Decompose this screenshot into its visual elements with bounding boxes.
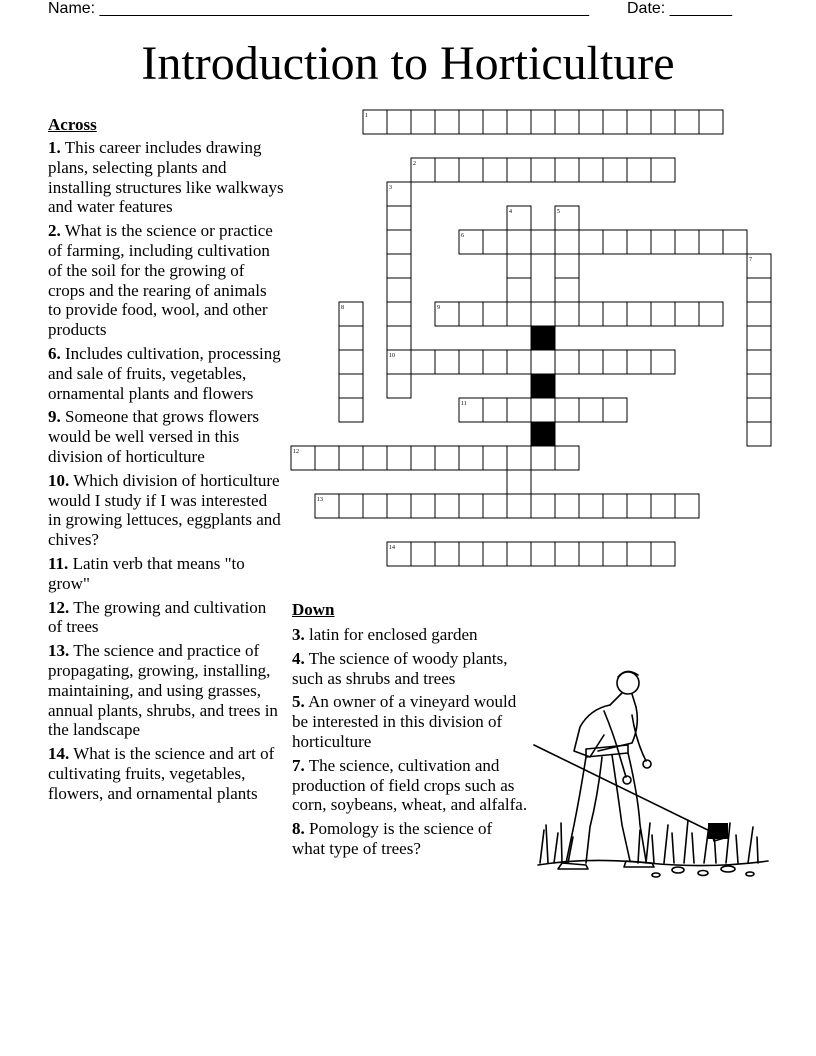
date-field-label: Date: _______	[627, 0, 732, 17]
clue-number: 12.	[48, 597, 70, 617]
crossword-cell[interactable]	[531, 302, 555, 326]
crossword-cell[interactable]	[555, 254, 579, 278]
crossword-cell[interactable]	[411, 350, 435, 374]
crossword-cell[interactable]	[555, 230, 579, 254]
cell-number: 8	[341, 305, 344, 311]
crossword-cell[interactable]	[603, 110, 627, 134]
crossword-cell[interactable]	[387, 374, 411, 398]
down-clue	[292, 756, 528, 815]
clue-number: 7.	[292, 755, 305, 775]
crossword-cell[interactable]	[363, 494, 387, 518]
crossword-cell[interactable]	[579, 542, 603, 566]
crossword-cell[interactable]	[579, 398, 603, 422]
crossword-cell[interactable]	[723, 230, 747, 254]
clue-text: The growing and cultivation of trees	[48, 597, 267, 637]
clue-text: An owner of a vineyard would be interested in this division of horticulture	[292, 692, 517, 751]
cell-number: 14	[389, 545, 395, 551]
across-clue	[48, 344, 284, 403]
crossword-cell[interactable]	[507, 350, 531, 374]
crossword-cell[interactable]	[627, 230, 651, 254]
down-clue	[292, 819, 528, 859]
crossword-cell[interactable]	[339, 398, 363, 422]
gardener-hoeing-icon	[528, 665, 773, 885]
cell-number: 4	[509, 209, 512, 215]
crossword-cell[interactable]	[627, 350, 651, 374]
crossword-cell[interactable]	[747, 326, 771, 350]
crossword-cell[interactable]	[507, 446, 531, 470]
clue-number: 5.	[292, 692, 305, 712]
crossword-cell[interactable]	[339, 326, 363, 350]
cell-number: 5	[557, 209, 560, 215]
crossword-cell[interactable]	[459, 446, 483, 470]
crossword-cell[interactable]	[555, 302, 579, 326]
crossword-cell[interactable]	[507, 398, 531, 422]
clue-number: 11.	[48, 553, 69, 573]
crossword-cell[interactable]	[459, 110, 483, 134]
crossword-cell[interactable]	[579, 110, 603, 134]
crossword-cell[interactable]	[603, 494, 627, 518]
clue-number: 8.	[292, 819, 305, 839]
crossword-cell[interactable]	[411, 110, 435, 134]
crossword-cell[interactable]	[363, 446, 387, 470]
clue-number: 4.	[292, 648, 305, 668]
clue-text: Includes cultivation, processing and sale of fruits, vegetables, ornamental plants and flowers	[48, 343, 281, 403]
down-clue	[292, 692, 528, 751]
crossword-cell[interactable]	[627, 302, 651, 326]
name-field-label: Name: _______________________________________________________	[48, 0, 589, 17]
crossword-cell[interactable]	[459, 302, 483, 326]
crossword-cell[interactable]	[699, 230, 723, 254]
down-clue-list	[292, 625, 528, 863]
cell-number: 7	[749, 257, 752, 263]
crossword-cell[interactable]	[483, 350, 507, 374]
crossword-cell[interactable]	[411, 542, 435, 566]
across-clue	[48, 744, 284, 803]
clue-number: 9.	[48, 407, 61, 427]
across-clue	[48, 221, 284, 340]
crossword-cell[interactable]	[507, 110, 531, 134]
crossword-cell[interactable]	[531, 350, 555, 374]
clue-text: Latin verb that means "to grow"	[48, 553, 245, 593]
crossword-cell[interactable]	[651, 230, 675, 254]
crossword-cell[interactable]	[483, 542, 507, 566]
clue-text: Pomology is the science of what type of trees?	[292, 819, 493, 858]
crossword-cell[interactable]	[651, 110, 675, 134]
crossword-cell[interactable]	[387, 254, 411, 278]
clue-number: 1.	[48, 138, 61, 157]
cell-number: 6	[461, 233, 464, 239]
crossword-cell[interactable]	[747, 374, 771, 398]
crossword-cell[interactable]	[603, 350, 627, 374]
crossword-cell[interactable]	[555, 110, 579, 134]
cell-number: 1	[365, 113, 368, 119]
crossword-cell[interactable]	[387, 494, 411, 518]
clue-text: The science and practice of propagating, growing, installing, maintaining, and using grasses, annual plants, shrubs, and trees in the landscape	[48, 641, 278, 740]
crossword-cell[interactable]	[699, 302, 723, 326]
crossword-cell[interactable]	[315, 446, 339, 470]
crossword-cell[interactable]	[483, 302, 507, 326]
cell-number: 3	[389, 185, 392, 191]
crossword-cell[interactable]	[531, 542, 555, 566]
across-clue	[48, 598, 284, 638]
crossword-cell[interactable]	[531, 446, 555, 470]
blocked-cell	[531, 422, 555, 446]
crossword-cell[interactable]	[531, 158, 555, 182]
crossword-cell[interactable]	[387, 302, 411, 326]
crossword-cell[interactable]	[651, 542, 675, 566]
crossword-cell[interactable]	[675, 494, 699, 518]
crossword-cell[interactable]	[507, 494, 531, 518]
clue-text: The science, cultivation and production of field crops such as corn, soybeans, wheat, and alfalfa.	[292, 755, 528, 815]
crossword-cell[interactable]	[435, 494, 459, 518]
crossword-cell[interactable]	[459, 158, 483, 182]
crossword-cell[interactable]	[675, 302, 699, 326]
clue-number: 3.	[292, 625, 305, 644]
clue-number: 6.	[48, 343, 61, 363]
across-clue	[48, 407, 284, 466]
crossword-cell[interactable]	[747, 302, 771, 326]
crossword-cell[interactable]	[603, 230, 627, 254]
crossword-cell[interactable]	[483, 398, 507, 422]
clue-text: Which division of horticulture would I study if I was interested in growing lettuces, eggplants and chives?	[48, 470, 281, 550]
crossword-cell[interactable]	[483, 158, 507, 182]
crossword-cell[interactable]	[579, 302, 603, 326]
clue-text: This career includes drawing plans, selecting plants and installing structures like walkways and water features	[48, 138, 284, 217]
crossword-cell[interactable]	[507, 158, 531, 182]
down-clue	[292, 649, 528, 689]
crossword-cell[interactable]	[579, 350, 603, 374]
cell-number: 11	[461, 401, 467, 407]
crossword-cell[interactable]	[675, 110, 699, 134]
crossword-cell[interactable]	[459, 542, 483, 566]
crossword-cell[interactable]	[747, 398, 771, 422]
across-clue	[48, 471, 284, 550]
crossword-cell[interactable]	[339, 374, 363, 398]
clue-text: latin for enclosed garden	[309, 625, 478, 644]
crossword-cell[interactable]	[747, 422, 771, 446]
crossword-cell[interactable]	[555, 446, 579, 470]
crossword-cell[interactable]	[507, 542, 531, 566]
blocked-cell	[531, 326, 555, 350]
crossword-cell[interactable]	[675, 230, 699, 254]
crossword-cell[interactable]	[387, 230, 411, 254]
crossword-cell[interactable]	[459, 350, 483, 374]
across-clue	[48, 641, 284, 740]
crossword-cell[interactable]	[507, 254, 531, 278]
crossword-cell[interactable]	[435, 350, 459, 374]
crossword-cell[interactable]	[747, 350, 771, 374]
crossword-cell[interactable]	[339, 350, 363, 374]
clue-text: What is the science or practice of farming, including cultivation of the soil for the growing of crops and the rearing of animals to provide food, wool, and other products	[48, 221, 273, 340]
crossword-cell[interactable]	[507, 470, 531, 494]
clue-number: 10.	[48, 470, 70, 490]
crossword-cell[interactable]	[483, 110, 507, 134]
crossword-cell[interactable]	[531, 230, 555, 254]
across-clue	[48, 554, 284, 594]
crossword-cell[interactable]	[339, 494, 363, 518]
crossword-cell[interactable]	[603, 398, 627, 422]
crossword-cell[interactable]	[603, 302, 627, 326]
crossword-cell[interactable]	[651, 350, 675, 374]
crossword-cell[interactable]	[579, 494, 603, 518]
crossword-cell[interactable]	[627, 494, 651, 518]
crossword-cell[interactable]	[531, 110, 555, 134]
across-heading: Across	[48, 115, 97, 134]
down-heading: Down	[292, 600, 335, 619]
down-clue	[292, 625, 528, 645]
crossword-cell[interactable]	[555, 398, 579, 422]
crossword-cell[interactable]	[603, 158, 627, 182]
crossword-cell[interactable]	[531, 398, 555, 422]
crossword-cell[interactable]	[387, 278, 411, 302]
cell-number: 9	[437, 305, 440, 311]
crossword-cell[interactable]	[435, 446, 459, 470]
cell-number: 10	[389, 353, 395, 359]
cell-number: 12	[293, 449, 299, 455]
clue-text: The science of woody plants, such as shrubs and trees	[292, 648, 508, 688]
crossword-cell[interactable]	[387, 446, 411, 470]
cell-number: 2	[413, 161, 416, 167]
crossword-cell[interactable]	[507, 302, 531, 326]
crossword-cell[interactable]	[339, 446, 363, 470]
crossword-cell[interactable]	[747, 278, 771, 302]
blocked-cell	[531, 374, 555, 398]
crossword-cell[interactable]	[459, 494, 483, 518]
crossword-cell[interactable]	[627, 542, 651, 566]
crossword-cell[interactable]	[507, 278, 531, 302]
crossword-cell[interactable]	[651, 158, 675, 182]
crossword-cell[interactable]	[579, 158, 603, 182]
crossword-cell[interactable]	[555, 542, 579, 566]
across-clue-list	[48, 138, 284, 808]
crossword-cell[interactable]	[627, 158, 651, 182]
crossword-cell[interactable]	[651, 302, 675, 326]
crossword-cell[interactable]	[435, 158, 459, 182]
crossword-cell[interactable]	[435, 110, 459, 134]
clue-text: What is the science and art of cultivating fruits, vegetables, flowers, and ornamental plants	[48, 744, 275, 803]
page-title: Introduction to Horticulture	[141, 37, 675, 90]
crossword-cell[interactable]	[483, 494, 507, 518]
crossword-cell[interactable]	[627, 110, 651, 134]
crossword-cell[interactable]	[387, 206, 411, 230]
across-clue	[48, 138, 284, 217]
crossword-cell[interactable]	[555, 350, 579, 374]
crossword-cell[interactable]	[579, 230, 603, 254]
crossword-cell[interactable]	[603, 542, 627, 566]
crossword-cell[interactable]	[555, 158, 579, 182]
crossword-cell[interactable]	[387, 326, 411, 350]
crossword-cell[interactable]	[651, 494, 675, 518]
crossword-cell[interactable]	[411, 446, 435, 470]
clue-text: Someone that grows flowers would be well versed in this division of horticulture	[48, 407, 260, 466]
clue-number: 14.	[48, 744, 70, 764]
clue-number: 2.	[48, 221, 61, 241]
crossword-cell[interactable]	[387, 110, 411, 134]
crossword-cell[interactable]	[435, 542, 459, 566]
clue-number: 13.	[48, 641, 70, 661]
crossword-cell[interactable]	[411, 494, 435, 518]
cell-number: 13	[317, 497, 323, 503]
crossword-cell[interactable]	[483, 446, 507, 470]
crossword-cell[interactable]	[531, 494, 555, 518]
crossword-cell[interactable]	[555, 494, 579, 518]
crossword-cell[interactable]	[699, 110, 723, 134]
crossword-cell[interactable]	[507, 230, 531, 254]
crossword-cell[interactable]	[555, 278, 579, 302]
crossword-cell[interactable]	[483, 230, 507, 254]
